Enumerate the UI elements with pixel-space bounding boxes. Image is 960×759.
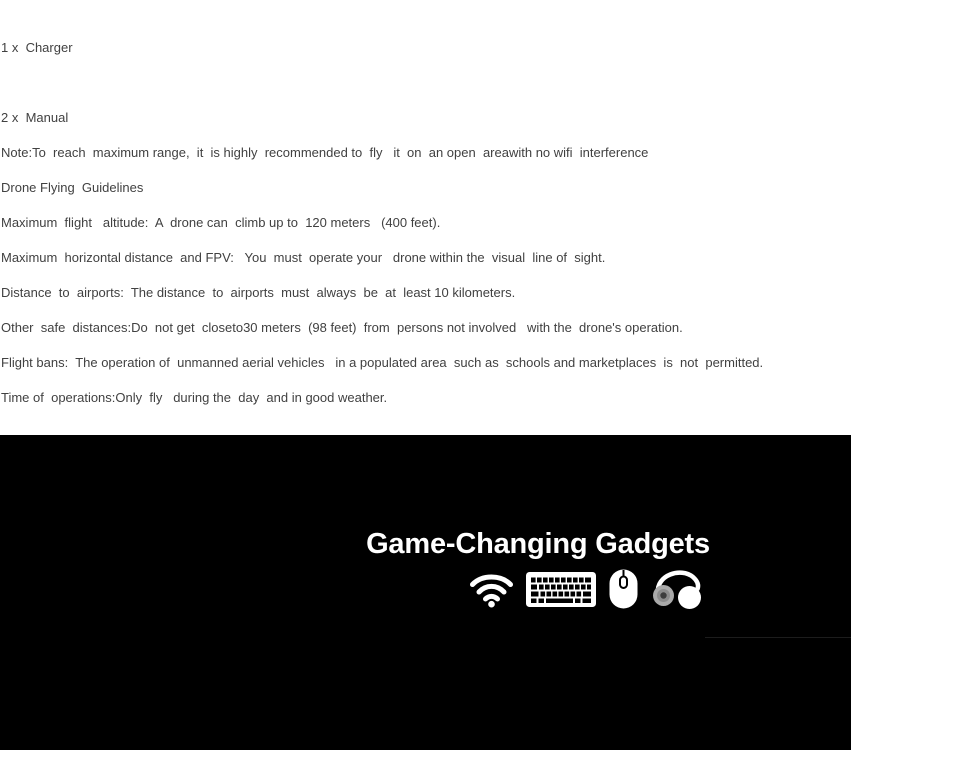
product-description-text-block — [1, 41, 871, 426]
keyboard-icon — [526, 572, 596, 607]
description-line: Flight bans: The operation of unmanned aerial vehicles in a populated area such as schools and marketplaces is not permitted. — [1, 355, 764, 370]
description-line: 1 x Charger — [1, 40, 73, 55]
banner-title: Game-Changing Gadgets — [366, 528, 710, 560]
description-line: Drone Flying Guidelines — [1, 180, 144, 195]
description-line: Maximum horizontal distance and FPV: You must operate your drone within the visual line of sight. — [1, 250, 606, 265]
headphones-icon — [651, 568, 703, 610]
description-line: Maximum flight altitude: A drone can climb up to 120 meters (400 feet). — [1, 215, 441, 230]
description-line: Note:To reach maximum range, it is highly recommended to fly it on an open areawith no wifi interference — [1, 145, 649, 160]
banner-icons-row — [470, 568, 703, 610]
promo-banner-image — [0, 435, 851, 750]
wifi-icon — [470, 571, 513, 608]
description-line — [1, 76, 871, 89]
description-line: Distance to airports: The distance to airports must always be at least 10 kilometers. — [1, 285, 516, 300]
description-line: Time of operations:Only fly during the day and in good weather. — [1, 390, 388, 405]
description-line: 2 x Manual — [1, 110, 69, 125]
image-seam-line — [705, 637, 851, 638]
mouse-icon — [609, 569, 638, 609]
description-line: Other safe distances:Do not get closeto30 meters (98 feet) from persons not involved with the drone's operation. — [1, 320, 683, 335]
